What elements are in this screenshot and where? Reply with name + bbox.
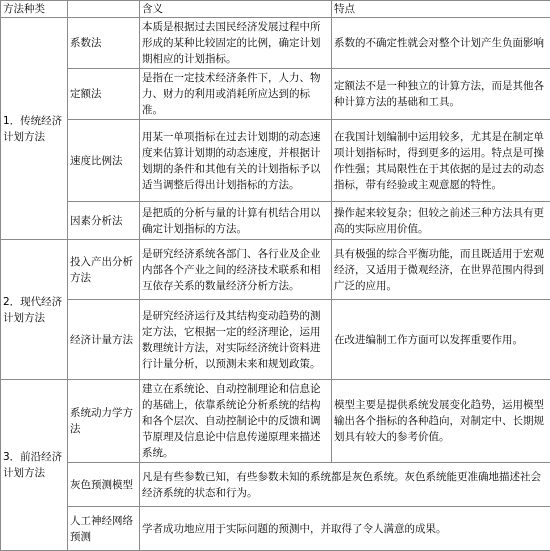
method-feature: 操作起来较复杂；但较之前述三种方法具有更高的实际应用价值。 bbox=[332, 202, 550, 240]
group-label: 2．现代经济计划方法 bbox=[1, 240, 68, 380]
method-meaning: 本质是根据过去国民经济发展过程中所形成的某种比较固定的比例，确定计划期相应的计划指标。 bbox=[140, 18, 332, 69]
method-feature: 在我国计划编制中运用较多，尤其是在制定单项计划指标时，得到更多的运用。特点是可操作性强；其局限性在于其依据的是过去的动态指标，带有经验或主观意愿的特性。 bbox=[332, 120, 550, 202]
method-feature: 在改进编制工作方面可以发挥重要作用。 bbox=[332, 300, 550, 380]
method-feature: 定额法不是一种独立的计算方法，而是其他各种计算方法的基础和工具。 bbox=[332, 69, 550, 120]
method-meaning: 是研究经济系统各部门、各行业及企业内部各个产业之间的经济技术联系和相互依存关系的数量经济分析方法。 bbox=[140, 240, 332, 300]
group-label: 1．传统经济计划方法 bbox=[1, 18, 68, 240]
method-feature: 模型主要是提供系统发展变化趋势，运用模型输出各个指标的各种趋向，对制定中、长期规划具有较大的参考价值。 bbox=[332, 380, 550, 463]
method-name: 速度比例法 bbox=[68, 120, 140, 202]
method-name: 系数法 bbox=[68, 18, 140, 69]
table-row bbox=[1, 240, 550, 300]
table-row bbox=[1, 380, 550, 463]
table-row bbox=[1, 69, 550, 120]
method-feature: 系数的不确定性就会对整个计划产生负面影响 bbox=[332, 18, 550, 69]
method-feature: 具有极强的综合平衡功能，而且既适用于宏观经济，又适用于微观经济，在世界范围内得到广泛的应用。 bbox=[332, 240, 550, 300]
header-method-type: 方法种类 bbox=[1, 1, 68, 18]
method-name: 系统动力学方法 bbox=[68, 380, 140, 463]
table-row bbox=[1, 202, 550, 240]
method-name: 经济计量方法 bbox=[68, 300, 140, 380]
method-meaning: 是研究经济运行及其结构变动趋势的测定方法，它根据一定的经济理论，运用数理统计方法，对实际经济统计资料进行计量分析，以预测未来和规划政策。 bbox=[140, 300, 332, 380]
method-name: 因素分析法 bbox=[68, 202, 140, 240]
header-row bbox=[1, 1, 550, 18]
group-label: 3．前沿经济计划方法 bbox=[1, 380, 68, 551]
table-row bbox=[1, 507, 550, 551]
method-name: 定额法 bbox=[68, 69, 140, 120]
table-row bbox=[1, 18, 550, 69]
method-name: 人工神经网络预测 bbox=[68, 507, 140, 551]
header-feature: 特点 bbox=[332, 1, 550, 18]
method-meaning: 建立在系统论、自动控制理论和信息论的基础上，依靠系统论分析系统的结构和各个层次、自动控制论中的反馈和调节原理及信息论中信息传递原理来描述系统。 bbox=[140, 380, 332, 463]
method-meaning: 凡是有些参数已知，有些参数未知的系统都是灰色系统。灰色系统能更准确地描述社会经济系统的状态和行为。 bbox=[140, 463, 550, 507]
method-meaning: 用某一单项指标在过去计划期的动态速度来估算计划期的动态速度，并根据计划期的条件和其他有关的计划指标予以适当调整后得出计划指标的方法。 bbox=[140, 120, 332, 202]
method-name: 投入产出分析方法 bbox=[68, 240, 140, 300]
table-row bbox=[1, 463, 550, 507]
table-row bbox=[1, 120, 550, 202]
method-meaning: 是把质的分析与量的计算有机结合用以确定计划指标的方法。 bbox=[140, 202, 332, 240]
table-row bbox=[1, 300, 550, 380]
method-meaning: 学者成功地应用于实际问题的预测中，并取得了令人满意的成果。 bbox=[140, 507, 550, 551]
method-name: 灰色预测模型 bbox=[68, 463, 140, 507]
header-meaning: 含义 bbox=[140, 1, 332, 18]
header-method-name bbox=[68, 1, 140, 18]
method-meaning: 是指在一定技术经济条件下，人力、物力、财力的利用或消耗所应达到的标准。 bbox=[140, 69, 332, 120]
